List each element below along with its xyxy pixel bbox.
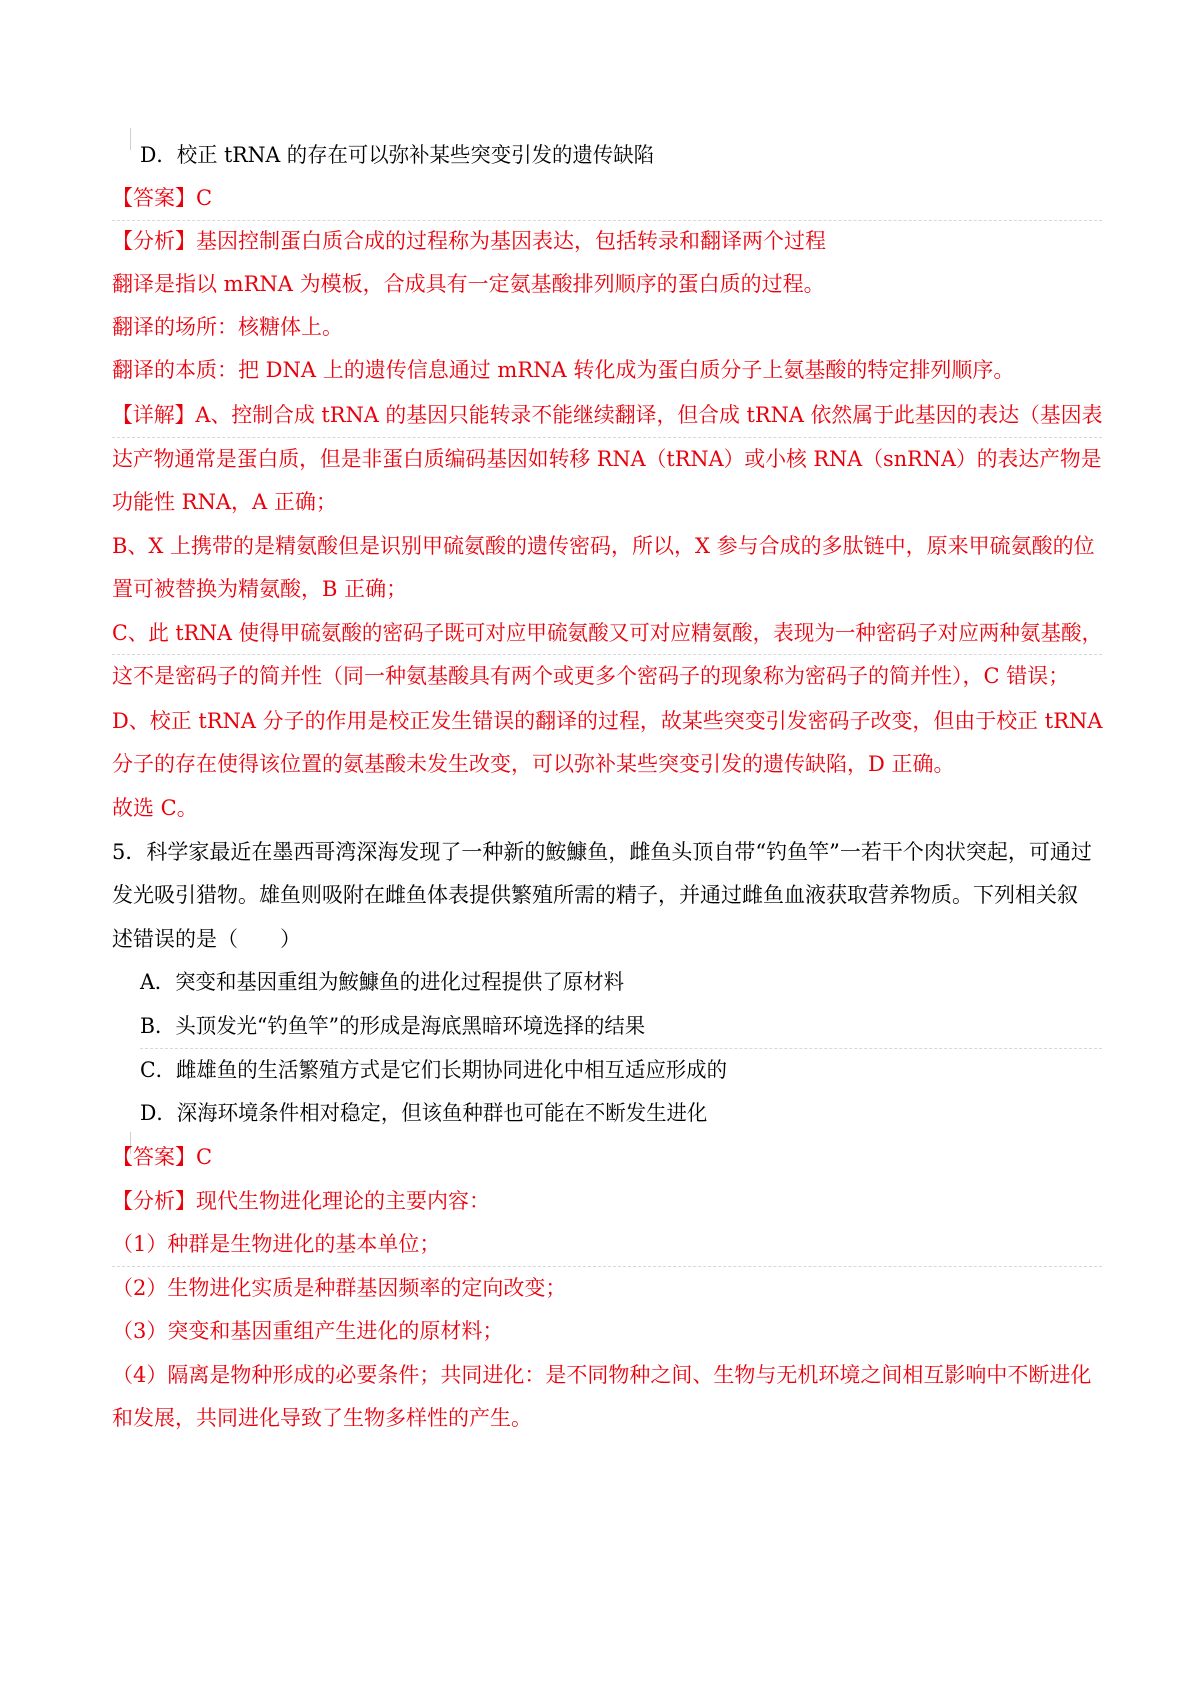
- q4-detail-line: 功能性 RNA，A 正确；: [112, 490, 337, 514]
- dashed-divider: [140, 1048, 1102, 1049]
- q5-answer: 【答案】C: [112, 1145, 213, 1169]
- dashed-divider: [112, 220, 1102, 221]
- q4-analysis-line: 翻译的本质：把 DNA 上的遗传信息通过 mRNA 转化成为蛋白质分子上氨基酸的特定排列顺序。: [112, 358, 1015, 382]
- q5-option-d: D．深海环境条件相对稳定，但该鱼种群也可能在不断发生进化: [140, 1101, 708, 1125]
- q5-stem-line: 5．科学家最近在墨西哥湾深海发现了一种新的鮟鱇鱼，雌鱼头顶自带“钓鱼竿”一若干个肉状突起，可通过: [112, 840, 1092, 864]
- q5-option-c: C．雌雄鱼的生活繁殖方式是它们长期协同进化中相互适应形成的: [140, 1058, 727, 1082]
- q4-conclusion: 故选 C。: [112, 796, 198, 820]
- q5-option-b: B．头顶发光“钓鱼竿”的形成是海底黑暗环境选择的结果: [140, 1014, 646, 1038]
- q4-detail-line: 置可被替换为精氨酸，B 正确；: [112, 577, 408, 601]
- q5-analysis-line: （1）种群是生物进化的基本单位；: [112, 1232, 441, 1256]
- q5-stem-line: 发光吸引猎物。雄鱼则吸附在雌鱼体表提供繁殖所需的精子，并通过雌鱼血液获取营养物质。下列相关叙: [112, 883, 1078, 907]
- q4-detail-line: D、校正 tRNA 分子的作用是校正发生错误的翻译的过程，故某些突变引发密码子改变，但由于校正 tRNA: [112, 709, 1103, 733]
- q4-detail-line: 这不是密码子的简并性（同一种氨基酸具有两个或更多个密码子的现象称为密码子的简并性），C 错误；: [112, 664, 1070, 688]
- dashed-divider: [112, 1266, 1102, 1267]
- q4-detail-line: B、X 上携带的是精氨酸但是识别甲硫氨酸的遗传密码，所以，X 参与合成的多肽链中，原来甲硫氨酸的位: [112, 534, 1095, 558]
- q5-analysis-line: （4）隔离是物种形成的必要条件；共同进化：是不同物种之间、生物与无机环境之间相互影响中不断进化: [112, 1363, 1092, 1387]
- margin-tick: [130, 128, 131, 150]
- q4-option-d: D．校正 tRNA 的存在可以弥补某些突变引发的遗传缺陷: [140, 143, 655, 167]
- q5-analysis-line: 和发展，共同进化导致了生物多样性的产生。: [112, 1406, 532, 1430]
- q4-analysis-line: 翻译的场所：核糖体上。: [112, 315, 343, 339]
- q5-option-a: A．突变和基因重组为鮟鱇鱼的进化过程提供了原材料: [140, 970, 625, 994]
- q4-answer: 【答案】C: [112, 186, 213, 210]
- dashed-divider: [112, 437, 1102, 438]
- q4-detail-line: 达产物通常是蛋白质，但是非蛋白质编码基因如转移 RNA（tRNA）或小核 RNA（snRNA）的表达产物是: [112, 447, 1102, 471]
- q5-analysis-line: 【分析】现代生物进化理论的主要内容：: [112, 1189, 490, 1213]
- q5-analysis-line: （2）生物进化实质是种群基因频率的定向改变；: [112, 1276, 567, 1300]
- q4-detail-line: C、此 tRNA 使得甲硫氨酸的密码子既可对应甲硫氨酸又可对应精氨酸，表现为一种密码子对应两种氨基酸，: [112, 621, 1103, 645]
- q4-analysis-line: 【分析】基因控制蛋白质合成的过程称为基因表达，包括转录和翻译两个过程: [112, 229, 826, 253]
- q4-detail-line: 【详解】A、控制合成 tRNA 的基因只能转录不能继续翻译，但合成 tRNA 依然属于此基因的表达（基因表: [112, 403, 1103, 427]
- q4-analysis-line: 翻译是指以 mRNA 为模板，合成具有一定氨基酸排列顺序的蛋白质的过程。: [112, 272, 825, 296]
- dashed-divider: [112, 654, 1102, 655]
- q5-stem-line: 述错误的是（ ）: [112, 927, 301, 951]
- q4-detail-line: 分子的存在使得该位置的氨基酸未发生改变，可以弥补某些突变引发的遗传缺陷，D 正确。: [112, 752, 955, 776]
- q5-analysis-line: （3）突变和基因重组产生进化的原材料；: [112, 1319, 504, 1343]
